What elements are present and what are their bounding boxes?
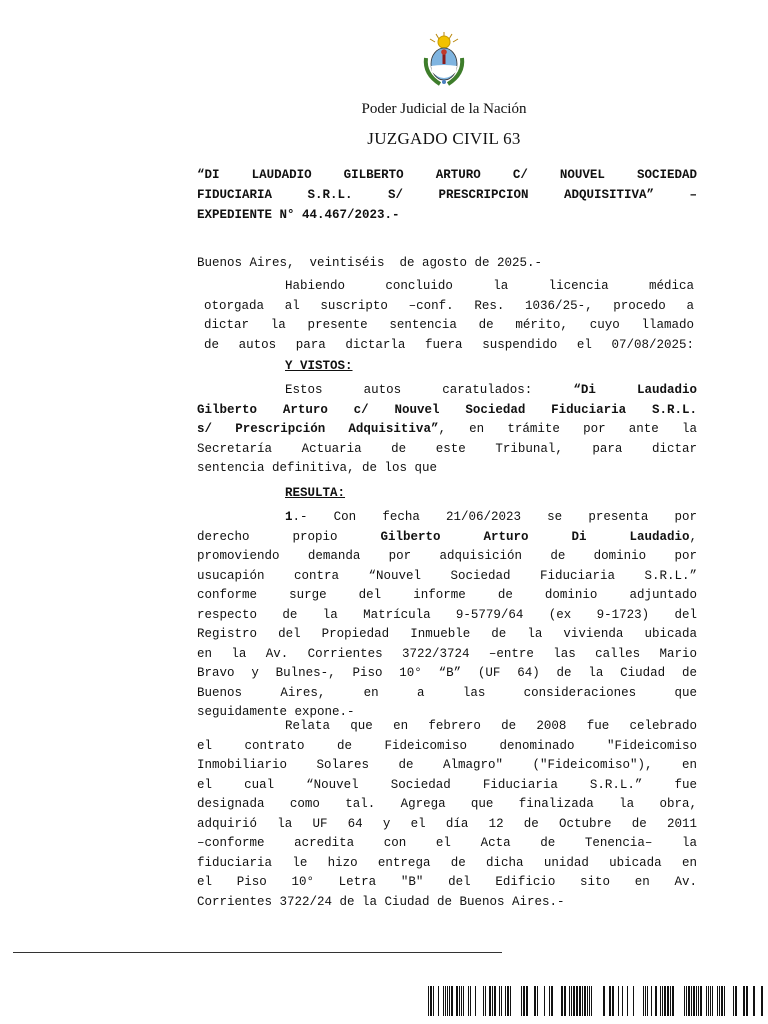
barcode-bar bbox=[551, 986, 553, 1016]
barcode-bar bbox=[447, 986, 448, 1016]
case-title-line: EXPEDIENTE N° 44.467/2023.- bbox=[197, 208, 400, 222]
barcode-bar bbox=[526, 986, 528, 1016]
barcode-bar bbox=[719, 986, 720, 1016]
barcode-bar bbox=[589, 986, 590, 1016]
party-name: Gilberto Arturo Di Laudadio bbox=[380, 529, 690, 544]
barcode-bar bbox=[579, 986, 581, 1016]
barcode-bar bbox=[433, 986, 434, 1016]
paragraph-line: Relata que en febrero de 2008 fue celebrado bbox=[285, 719, 697, 733]
barcode-bar bbox=[693, 986, 695, 1016]
barcode-bar bbox=[643, 986, 644, 1016]
case-caption: Gilberto Arturo c/ Nouvel Sociedad Fiduciaria S.R.L. bbox=[197, 402, 697, 417]
argentina-coat-of-arms-icon bbox=[420, 30, 468, 88]
barcode-bar bbox=[618, 986, 619, 1016]
barcode-bar bbox=[569, 986, 570, 1016]
barcode-bar bbox=[494, 986, 496, 1016]
barcode-bar bbox=[499, 986, 500, 1016]
paragraph-line: de autos para dictarla fuera suspendido el 07/08/2025: bbox=[204, 337, 694, 352]
paragraph-line: Inmobiliario Solares de Almagro" ("Fideicomiso"), en bbox=[197, 758, 697, 772]
barcode-bar bbox=[708, 986, 709, 1016]
barcode-bar bbox=[463, 986, 464, 1016]
barcode-bar bbox=[461, 986, 462, 1016]
paragraph-line: fiduciaria le hizo entrega de dicha unidad ubicada en bbox=[197, 855, 697, 870]
paragraph-line: Buenos Aires, en a las consideraciones que bbox=[197, 685, 697, 700]
barcode-bar bbox=[660, 986, 661, 1016]
barcode-bar bbox=[492, 986, 493, 1016]
intro-paragraph bbox=[204, 277, 694, 355]
barcode-bar bbox=[475, 986, 476, 1016]
paragraph-line: Habiendo concluido la licencia médica bbox=[285, 279, 694, 293]
barcode-bar bbox=[428, 986, 429, 1016]
barcode-bar bbox=[686, 986, 687, 1016]
paragraph-text: Estos autos caratulados: bbox=[285, 383, 574, 397]
footer-divider bbox=[13, 952, 502, 953]
barcode-bar bbox=[576, 986, 578, 1016]
barcode-bar bbox=[501, 986, 502, 1016]
case-title bbox=[197, 165, 697, 225]
barcode-bar bbox=[684, 986, 685, 1016]
resulta-paragraph-1 bbox=[197, 508, 697, 723]
paragraph-line: usucapión contra “Nouvel Sociedad Fiduciaria S.R.L.” bbox=[197, 568, 697, 583]
paragraph-line: Secretaría Actuaria de este Tribunal, para dictar bbox=[197, 441, 697, 456]
barcode-icon bbox=[428, 986, 764, 1016]
barcode-bar bbox=[582, 986, 583, 1016]
paragraph-line: –conforme acredita con el Acta de Tenencia– la bbox=[197, 836, 697, 850]
barcode-bar bbox=[485, 986, 486, 1016]
barcode-bar bbox=[746, 986, 748, 1016]
paragraph-line: el Piso 10° Letra "B" del Edificio sito en Av. bbox=[197, 875, 697, 889]
heading-text: RESULTA: bbox=[285, 486, 346, 500]
barcode-bar bbox=[645, 986, 646, 1016]
barcode-bar bbox=[505, 986, 506, 1016]
barcode-bar bbox=[549, 986, 550, 1016]
paragraph-line: seguidamente expone.- bbox=[197, 705, 355, 719]
resulta-paragraph-2 bbox=[197, 717, 697, 912]
barcode-bar bbox=[483, 986, 484, 1016]
barcode-bar bbox=[603, 986, 605, 1016]
barcode-bar bbox=[537, 986, 538, 1016]
paragraph-line: Bravo y Bulnes-, Piso 10° “B” (UF 64) de la Ciudad de bbox=[197, 666, 697, 680]
barcode-bar bbox=[456, 986, 458, 1016]
barcode-bar bbox=[510, 986, 511, 1016]
barcode-bar bbox=[443, 986, 444, 1016]
paragraph-line: respecto de la Matrícula 9-5779/64 (ex 9-1723) del bbox=[197, 607, 697, 622]
barcode-bar bbox=[753, 986, 755, 1016]
barcode-bar bbox=[724, 986, 725, 1016]
barcode-bar bbox=[430, 986, 432, 1016]
section-heading-resulta bbox=[285, 484, 768, 504]
paragraph-line: en la Av. Corrientes 3722/3724 –entre las calles Mario bbox=[197, 646, 697, 661]
case-caption: s/ Prescripción Adquisitiva” bbox=[197, 422, 439, 436]
barcode-bar bbox=[468, 986, 469, 1016]
barcode-bar bbox=[523, 986, 525, 1016]
barcode-bar bbox=[445, 986, 446, 1016]
date-text: Buenos Aires, veintiséis de agosto de 2025.- bbox=[197, 256, 543, 270]
barcode-bar bbox=[584, 986, 586, 1016]
barcode-bar bbox=[489, 986, 491, 1016]
vistos-paragraph bbox=[197, 381, 697, 479]
barcode-bar bbox=[706, 986, 707, 1016]
barcode-bar bbox=[571, 986, 572, 1016]
barcode-bar bbox=[655, 986, 657, 1016]
barcode-bar bbox=[651, 986, 652, 1016]
paragraph-line: designada como tal. Agrega que finalizada la obra, bbox=[197, 797, 697, 811]
barcode-bar bbox=[698, 986, 699, 1016]
barcode-bar bbox=[609, 986, 611, 1016]
barcode-bar bbox=[735, 986, 737, 1016]
paragraph-line: el contrato de Fideicomiso denominado "Fideicomiso bbox=[197, 738, 697, 753]
barcode-bar bbox=[544, 986, 545, 1016]
barcode-bar bbox=[664, 986, 666, 1016]
barcode-bar bbox=[672, 986, 674, 1016]
paragraph-line: conforme surge del informe de dominio adjuntado bbox=[197, 588, 697, 602]
barcode-bar bbox=[507, 986, 509, 1016]
barcode-bar bbox=[459, 986, 460, 1016]
paragraph-text: .- Con fecha 21/06/2023 se presenta por bbox=[292, 510, 697, 524]
barcode-bar bbox=[743, 986, 745, 1016]
barcode-bar bbox=[670, 986, 671, 1016]
barcode-bar bbox=[733, 986, 734, 1016]
barcode-bar bbox=[587, 986, 588, 1016]
paragraph-line: otorgada al suscripto –conf. Res. 1036/25-, procedo a bbox=[204, 298, 694, 313]
paragraph-line: Registro del Propiedad Inmueble de la vivienda ubicada bbox=[197, 627, 697, 641]
barcode-bar bbox=[662, 986, 663, 1016]
date-line bbox=[197, 254, 697, 274]
barcode-bar bbox=[696, 986, 697, 1016]
barcode-bar bbox=[633, 986, 634, 1016]
barcode-bar bbox=[451, 986, 453, 1016]
barcode-bar bbox=[573, 986, 575, 1016]
case-title-line: “DI LAUDADIO GILBERTO ARTURO C/ NOUVEL SOCIEDAD bbox=[197, 168, 697, 182]
paragraph-line: el cual “Nouvel Sociedad Fiduciaria S.R.L.” fue bbox=[197, 777, 697, 792]
barcode-bar bbox=[521, 986, 522, 1016]
barcode-bar bbox=[534, 986, 536, 1016]
paragraph-line: dictar la presente sentencia de mérito, cuyo llamado bbox=[204, 318, 694, 332]
paragraph-line: adquirió la UF 64 y el día 12 de Octubre de 2011 bbox=[197, 816, 697, 831]
paragraph-line: sentencia definitiva, de los que bbox=[197, 461, 438, 475]
barcode-bar bbox=[627, 986, 628, 1016]
case-title-line: FIDUCIARIA S.R.L. S/ PRESCRIPCION ADQUISITIVA” – bbox=[197, 188, 697, 202]
barcode-bar bbox=[561, 986, 563, 1016]
case-caption: “Di Laudadio bbox=[573, 383, 698, 397]
section-heading-vistos bbox=[285, 357, 768, 377]
barcode-bar bbox=[612, 986, 614, 1016]
barcode-bar bbox=[717, 986, 718, 1016]
barcode-bar bbox=[622, 986, 623, 1016]
paragraph-text: , bbox=[689, 529, 697, 544]
barcode-bar bbox=[761, 986, 763, 1016]
barcode-bar bbox=[700, 986, 702, 1016]
paragraph-text: derecho propio bbox=[197, 529, 381, 544]
barcode-bar bbox=[721, 986, 723, 1016]
barcode-bar bbox=[470, 986, 471, 1016]
barcode-bar bbox=[647, 986, 648, 1016]
barcode-bar bbox=[449, 986, 450, 1016]
paragraph-text: , en trámite por ante la bbox=[438, 422, 697, 436]
barcode-bar bbox=[591, 986, 592, 1016]
barcode-bar bbox=[691, 986, 692, 1016]
paragraph-line: promoviendo demanda por adquisición de dominio por bbox=[197, 549, 697, 563]
item-number: 1 bbox=[285, 510, 293, 524]
barcode-bar bbox=[667, 986, 669, 1016]
barcode-bar bbox=[712, 986, 713, 1016]
court-name: JUZGADO CIVIL 63 bbox=[367, 129, 521, 148]
barcode-bar bbox=[710, 986, 711, 1016]
heading-text: Y VISTOS: bbox=[285, 359, 353, 373]
paragraph-line: Corrientes 3722/24 de la Ciudad de Buenos Aires.- bbox=[197, 894, 565, 909]
institution-name: Poder Judicial de la Nación bbox=[361, 101, 527, 117]
barcode-bar bbox=[564, 986, 566, 1016]
barcode-bar bbox=[688, 986, 690, 1016]
barcode-bar bbox=[438, 986, 439, 1016]
